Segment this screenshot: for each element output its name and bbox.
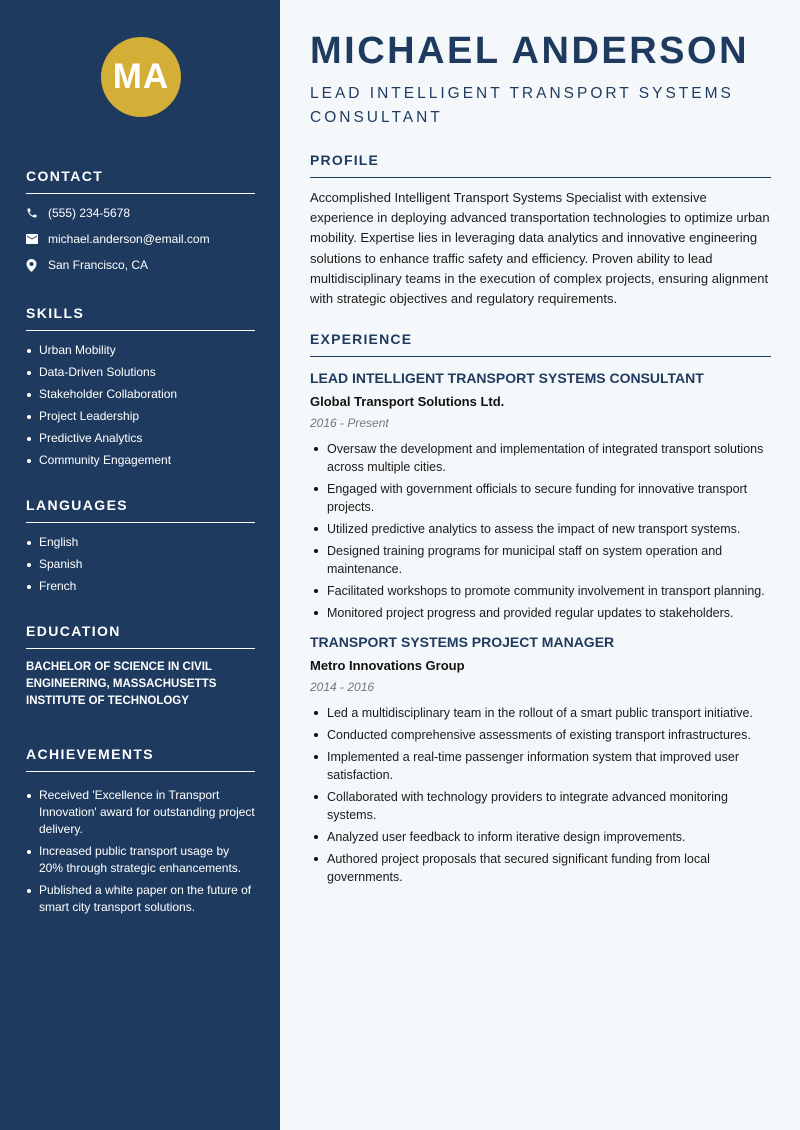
achievements-list (26, 787, 255, 916)
skills-heading: SKILLS (26, 305, 255, 331)
contact-heading: CONTACT (26, 168, 255, 194)
job-bullet: Oversaw the development and implementation of integrated transport solutions across multiple cities. (310, 440, 771, 476)
avatar-initials: MA (112, 57, 170, 96)
education-degree: BACHELOR OF SCIENCE IN CIVIL ENGINEERING, MASSACHUSETTS INSTITUTE OF TECHNOLOGY (26, 661, 217, 707)
education-heading: EDUCATION (26, 623, 255, 649)
job-bullet: Facilitated workshops to promote community involvement in transport planning. (310, 582, 771, 600)
job-bullet: Led a multidisciplinary team in the rollout of a smart public transport initiative. (310, 704, 771, 722)
job-bullet: Authored project proposals that secured significant funding from local governments. (310, 850, 771, 886)
contact-email (26, 226, 255, 252)
job-bullet: Monitored project progress and provided regular updates to stakeholders. (310, 604, 771, 622)
skills-list (26, 342, 255, 469)
job-title: LEAD INTELLIGENT TRANSPORT SYSTEMS CONSULTANT (310, 370, 704, 386)
location-text: San Francisco, CA (48, 258, 149, 272)
job-dates: 2014 - 2016 (310, 680, 375, 694)
job-bullets (310, 440, 771, 622)
achievements-section (26, 746, 255, 921)
contact-location (26, 252, 255, 278)
languages-list (26, 534, 255, 595)
skill-item: Stakeholder Collaboration (26, 386, 255, 403)
education-section (26, 623, 255, 710)
job-bullet: Engaged with government officials to secure funding for innovative transport projects. (310, 480, 771, 516)
phone-text: (555) 234-5678 (48, 206, 131, 220)
experience-section (310, 331, 771, 890)
achievement-item: Increased public transport usage by 20% through strategic enhancements. (26, 843, 255, 877)
candidate-title: LEAD INTELLIGENT TRANSPORT SYSTEMS CONSULTANT (310, 85, 734, 126)
skill-item: Project Leadership (26, 408, 255, 425)
achievement-item: Published a white paper on the future of smart city transport solutions. (26, 882, 255, 916)
experience-heading: EXPERIENCE (310, 331, 771, 357)
candidate-name: MICHAEL ANDERSON (310, 30, 750, 72)
job-bullet: Analyzed user feedback to inform iterative design improvements. (310, 828, 771, 846)
profile-heading: PROFILE (310, 152, 771, 178)
language-item: English (26, 534, 255, 551)
job-entry (310, 370, 771, 622)
skill-item: Data-Driven Solutions (26, 364, 255, 381)
avatar (101, 37, 181, 117)
achievements-heading: ACHIEVEMENTS (26, 746, 255, 772)
achievement-item: Received 'Excellence in Transport Innovation' award for outstanding project delivery. (26, 787, 255, 838)
languages-heading: LANGUAGES (26, 497, 255, 523)
job-title: TRANSPORT SYSTEMS PROJECT MANAGER (310, 634, 615, 650)
job-dates: 2016 - Present (310, 416, 389, 430)
skill-item: Community Engagement (26, 452, 255, 469)
phone-icon (26, 207, 48, 219)
skill-item: Predictive Analytics (26, 430, 255, 447)
map-pin-icon (26, 259, 48, 272)
sidebar (0, 0, 280, 1130)
job-bullets (310, 704, 771, 886)
skill-item: Urban Mobility (26, 342, 255, 359)
job-bullet: Utilized predictive analytics to assess the impact of new transport systems. (310, 520, 771, 538)
profile-text: Accomplished Intelligent Transport Systems Specialist with extensive experience in deploying advanced transportation technologies to optimize urban mobility. Expertise lies in leveraging data analytics and innovative engineering solutions to enhance traffic safety and efficiency. Proven ability to lead multidisciplinary teams in the execution of complex projects, ensuring alignment with strategic objectives and regulatory requirements. (310, 190, 770, 307)
job-company: Global Transport Solutions Ltd. (310, 394, 505, 409)
contact-section (26, 168, 255, 278)
job-company: Metro Innovations Group (310, 658, 465, 673)
language-item: French (26, 578, 255, 595)
job-bullet: Conducted comprehensive assessments of existing transport infrastructures. (310, 726, 771, 744)
email-text[interactable]: michael.anderson@email.com (48, 232, 210, 246)
job-bullet: Designed training programs for municipal staff on system operation and maintenance. (310, 542, 771, 578)
job-entry (310, 634, 771, 886)
profile-section (310, 152, 771, 309)
contact-phone (26, 200, 255, 226)
job-bullet: Implemented a real-time passenger information system that improved user satisfaction. (310, 748, 771, 784)
envelope-icon (26, 234, 48, 244)
language-item: Spanish (26, 556, 255, 573)
job-bullet: Collaborated with technology providers to integrate advanced monitoring systems. (310, 788, 771, 824)
languages-section (26, 497, 255, 600)
skills-section (26, 305, 255, 474)
